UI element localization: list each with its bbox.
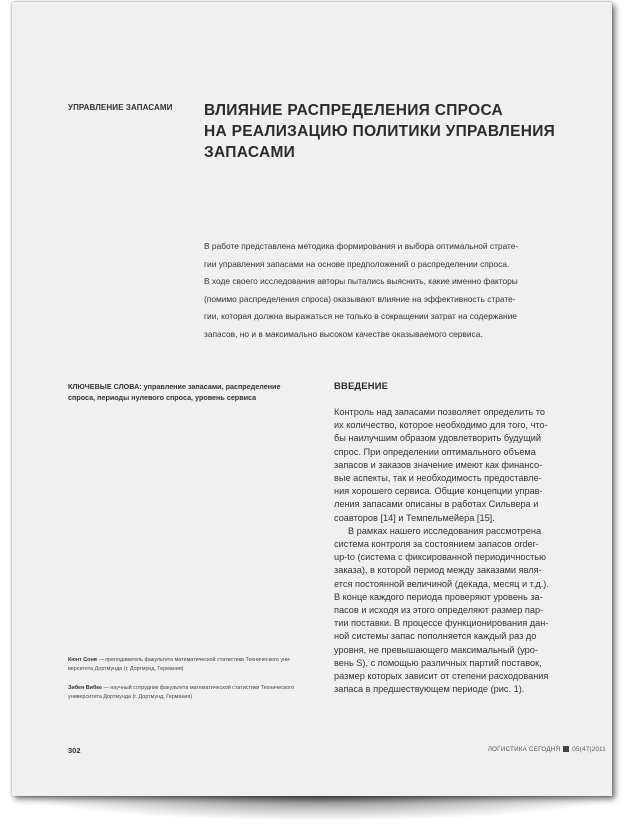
author-note-2 [68,684,326,702]
body-line: запаса в предшествующем периоде (рис. 1). [334,684,525,695]
body-line: ния хорошего сервиса. Общие концепции управ- [334,486,543,497]
body-line: система контроля за состоянием запасов order- [334,539,539,550]
body-line: запасов и заказов значение имеют как финансо- [334,459,543,470]
title-line: ВЛИЯНИЕ РАСПРЕДЕЛЕНИЯ СПРОСА [204,102,504,119]
title-line: ЗАПАСАМИ [204,144,296,161]
abstract-line: В работе представлена методика формирования и выбора оптимальной страте- [204,241,519,251]
author-line [68,656,326,665]
author-line: университета Дортмунда (г. Дортмунд, Германия) [68,694,193,700]
author-affiliation: — преподаватель факультета математической статистики Технического уни- [96,657,291,663]
title-line: НА РЕАЛИЗАЦИЮ ПОЛИТИКИ УПРАВЛЕНИЯ [204,123,556,140]
page-shadow [18,795,623,821]
body-line: up-to (система с фиксированной периодичностью [334,552,546,563]
keywords-line: спроса, периоды нулевого спроса, уровень сервиса [68,393,257,402]
intro-paragraph-1 [334,406,586,525]
abstract-line: гии, которая должна выражаться не только в сокращении затрат на содержание [204,311,517,322]
body-line: ной системы запас пополняется каждый раз до [334,631,537,642]
body-line: соавторов [14] и Темпельмейера [15]. [334,512,495,523]
body-line: ления запасами описаны в работах Сильвера и [334,499,539,510]
body-line: пасов и исходя из этого определяют размер пар- [334,605,544,616]
body-line: вые аспекты, так и необходимость предоставле- [334,473,542,484]
body-line: Контроль над запасами позволяет определить то [334,407,545,417]
body-line: заказа), в которой период между заказами явля- [334,565,542,576]
author-line [68,684,326,693]
author-line: верситета Дортмунда (г. Дортмунд, Германия) [68,666,184,672]
keywords [68,381,318,403]
body-line: В конце каждого периода проверяют уровень за- [334,591,543,602]
journal-footer [488,746,606,753]
section-tag: УПРАВЛЕНИЕ ЗАПАСАМИ [68,103,173,112]
square-separator-icon [563,746,569,752]
author-name: Зибен Вибке [68,685,103,691]
author-note-1 [68,656,326,674]
intro-paragraph-2 [334,525,586,697]
abstract [204,238,590,344]
abstract-line: В ходе своего исследования авторы пытались выяснить, какие именно факторы [204,276,518,287]
intro-heading: ВВЕДЕНИЕ [334,380,389,391]
intro-body [334,406,586,696]
author-name: Кюнт Соня [68,657,97,663]
journal-issue: 05(47)2011 [572,746,606,753]
body-line: В рамках нашего исследования рассмотрена [348,525,542,536]
abstract-line: запасов, но и в максимально высоком качестве оказываемого сервиса. [204,328,483,339]
author-affiliation: — научный сотрудник факультета математической статистики Технического [102,685,295,691]
article-title [204,100,584,163]
body-line: уровня, не превышающего максимальный (уро- [334,644,538,655]
journal-name: ЛОГИСТИКА СЕГОДНЯ [487,746,561,753]
body-line: ется постоянной величиной (декада, месяц и т.д.). [334,578,549,589]
body-line: бы наилучшим образом удовлетворить будущий [334,433,542,444]
body-line: вень S), с помощью различных партий поставок, [334,657,542,668]
abstract-line: гии управления запасами на основе предположений о распределении спроса. [204,258,510,269]
body-line: их количество, которое необходимо для того, что- [334,420,548,431]
body-line: тии поставки. В процессе функционирования дан- [334,618,549,629]
body-line: размер которых зависит от степени расходования [334,671,549,682]
keywords-line: КЛЮЧЕВЫЕ СЛОВА: управление запасами, распределение [68,382,281,391]
body-line: спрос. При определении оптимального объема [334,446,536,457]
abstract-line: (помимо распределения спроса) оказывают влияние на эффективность страте- [204,293,516,304]
page-number: 302 [68,746,81,755]
